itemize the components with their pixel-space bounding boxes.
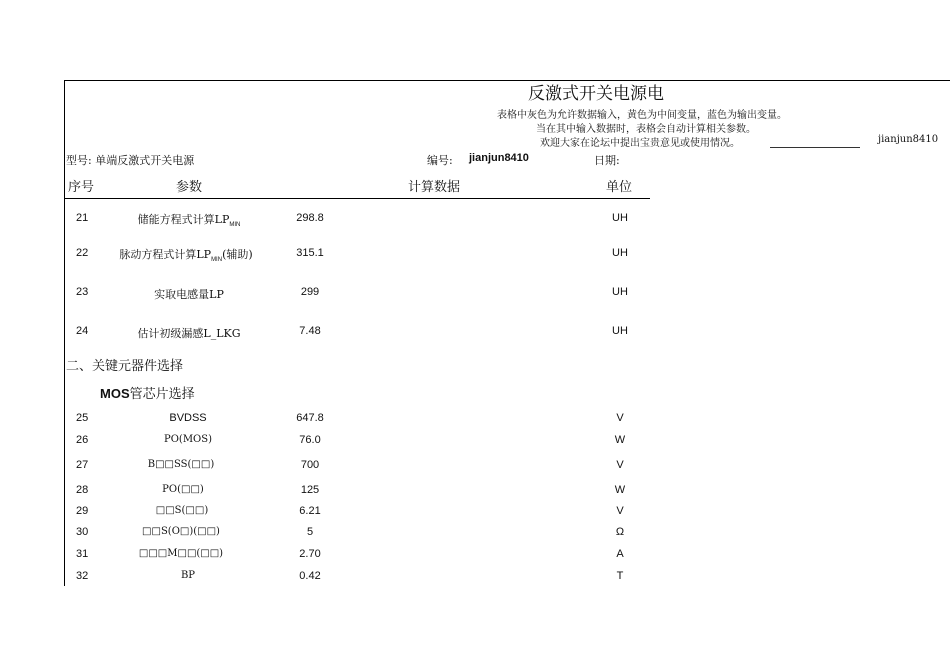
top-border [64,80,950,81]
row-number: 24 [76,325,89,337]
column-header-unit: 单位 [606,180,633,195]
param-name: 实取电感量LP [154,288,224,301]
row-number: 31 [76,548,89,560]
calc-value: 6.21 [299,505,321,517]
param-name: PO(MOS) [163,434,213,445]
section-title: 二、关键元器件选择 [66,359,184,374]
calc-value: 700 [300,459,320,471]
calc-value: 315.1 [296,247,324,259]
calc-value: 2.70 [299,548,321,560]
subsection-title [100,383,195,402]
param-name: □□□M□□(□□) [138,548,224,559]
unit-value: UH [612,247,628,259]
param-subscript: MIN [211,257,223,263]
unit-value: W [614,434,626,446]
unit-value: Ω [615,526,625,538]
unit-value: UH [612,286,628,298]
note-line-2: 当在其中输入数据时，表格会自动计算相关参数。 [536,124,756,135]
row-number: 23 [76,286,89,298]
left-border [64,80,65,586]
calc-value: 125 [300,484,320,496]
note-line-1: 表格中灰色为允许数据输入，黄色为中间变量，蓝色为输出变量。 [497,110,787,121]
calc-value: 5 [306,526,314,538]
param-name: BVDSS [169,412,207,424]
row-number: 25 [76,412,89,424]
calc-value: 299 [300,286,320,298]
param-name: BP [180,570,196,581]
row-number: 26 [76,434,89,446]
param-suffix: (辅助) [222,248,253,261]
param-name [138,211,241,228]
param-name: 估计初级漏感L_LKG [137,327,241,340]
column-header-calc: 计算数据 [408,180,461,195]
row-number: 29 [76,505,89,517]
unit-value: UH [612,325,628,337]
subsection-title-bold: MOS [100,386,130,401]
column-header-param: 参数 [176,180,203,195]
unit-value: V [616,505,624,517]
param-subscript: MIN [229,222,241,228]
param-name-text: 储能方程式计算LP [137,213,230,226]
row-number: 22 [76,247,89,259]
header-bottom-rule [64,198,650,199]
calc-value: 76.0 [299,434,321,446]
row-number: 30 [76,526,89,538]
date-label: 日期: [594,154,620,167]
code-label: 编号: [427,154,453,167]
model-label: 型号: 单端反激式开关电源 [66,154,195,167]
param-name: B□□SS(□□) [147,459,215,470]
row-number: 27 [76,459,89,471]
unit-value: UH [612,212,628,224]
unit-value: V [616,459,624,471]
column-header-index: 序号 [68,180,95,195]
subsection-title-rest: 管芯片选择 [129,387,195,402]
calc-value: 298.8 [296,212,324,224]
unit-value: T [616,570,624,582]
calc-value: 7.48 [299,325,321,337]
unit-value: A [616,548,624,560]
param-name [119,246,252,263]
code-value: jianjun8410 [469,152,529,164]
param-name: □□S(O□)(□□) [142,526,220,537]
row-number: 28 [76,484,89,496]
calc-value: 647.8 [296,412,324,424]
note-blank-underline [770,147,860,148]
row-number: 32 [76,570,89,582]
row-number: 21 [76,212,89,224]
calc-value: 0.42 [299,570,321,582]
note-line-3: 欢迎大家在论坛中提出宝贵意见或使用情况。 [540,138,740,149]
unit-value: W [614,484,626,496]
page-title: 反激式开关电源电 [528,84,664,104]
author-name: jianjun8410 [878,134,939,145]
unit-value: V [616,412,624,424]
param-name: □□S(□□) [155,505,209,516]
param-name-text: 脉动方程式计算LP [119,248,212,261]
param-name: PO(□□) [162,484,204,495]
